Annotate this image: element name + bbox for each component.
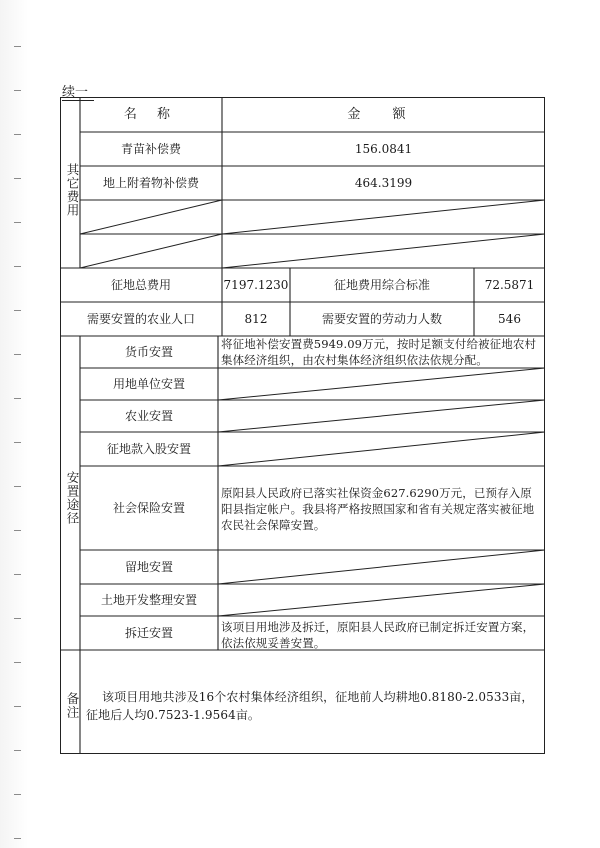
- labor-force-label: 需要安置的劳动力人数: [321, 312, 442, 326]
- agri-population-label: 需要安置的农业人口: [86, 312, 195, 326]
- section-label-remarks: 备注: [65, 691, 80, 719]
- resettlement-desc-demolition: 该项目用地涉及拆迁，原阳县人民政府已制定拆迁安置方案，依法依规妥善安置。: [221, 620, 535, 650]
- agri-population-value: 812: [244, 312, 268, 326]
- resettlement-item-agricultural: 农业安置: [124, 409, 173, 423]
- resettlement-item-employer: 用地单位安置: [112, 377, 185, 391]
- resettlement-item-monetary: 货币安置: [124, 345, 173, 359]
- resettlement-item-land-development: 土地开发整理安置: [100, 593, 197, 607]
- resettlement-desc-monetary: 将征地补偿安置费5949.09万元，按时足额支付给被征地农村集体经济组织，由农村集体经济组织依法依规分配。: [221, 337, 537, 367]
- total-cost-value: 7197.1230: [223, 278, 289, 292]
- column-header-amount: 金 额: [347, 107, 420, 122]
- column-header-name: 名 称: [123, 107, 179, 122]
- resettlement-item-equity: 征地款入股安置: [106, 442, 191, 456]
- continued-label: 续一: [62, 81, 94, 100]
- remarks-text: 该项目用地共涉及16个农村集体经济组织，征地前人均耕地0.8180-2.0533亩，征地后人均0.7523-1.9564亩。: [86, 690, 534, 722]
- cost-standard-label: 征地费用综合标准: [333, 278, 430, 292]
- labor-force-value: 546: [498, 312, 521, 326]
- resettlement-item-demolition: 拆迁安置: [124, 626, 173, 640]
- row-name-seedling-compensation: 青苗补偿费: [120, 142, 181, 156]
- row-name-attachment-compensation: 地上附着物补偿费: [102, 176, 199, 190]
- section-label-resettlement: 安置途径: [65, 471, 80, 525]
- row-amount-seedling-compensation: 156.0841: [354, 142, 413, 156]
- resettlement-desc-social-insurance: 原阳县人民政府已落实社保资金627.6290万元，已预存入原阳县指定帐户。我县将严格按照国家和省有关规定落实被征地农民社会保障安置。: [221, 486, 535, 532]
- row-amount-attachment-compensation: 464.3199: [354, 176, 413, 190]
- section-label-other-costs: 其它费用: [65, 163, 80, 217]
- total-cost-label: 征地总费用: [110, 278, 171, 292]
- cost-standard-value: 72.5871: [484, 278, 535, 292]
- resettlement-item-retained-land: 留地安置: [124, 560, 173, 574]
- resettlement-item-social-insurance: 社会保险安置: [112, 501, 185, 515]
